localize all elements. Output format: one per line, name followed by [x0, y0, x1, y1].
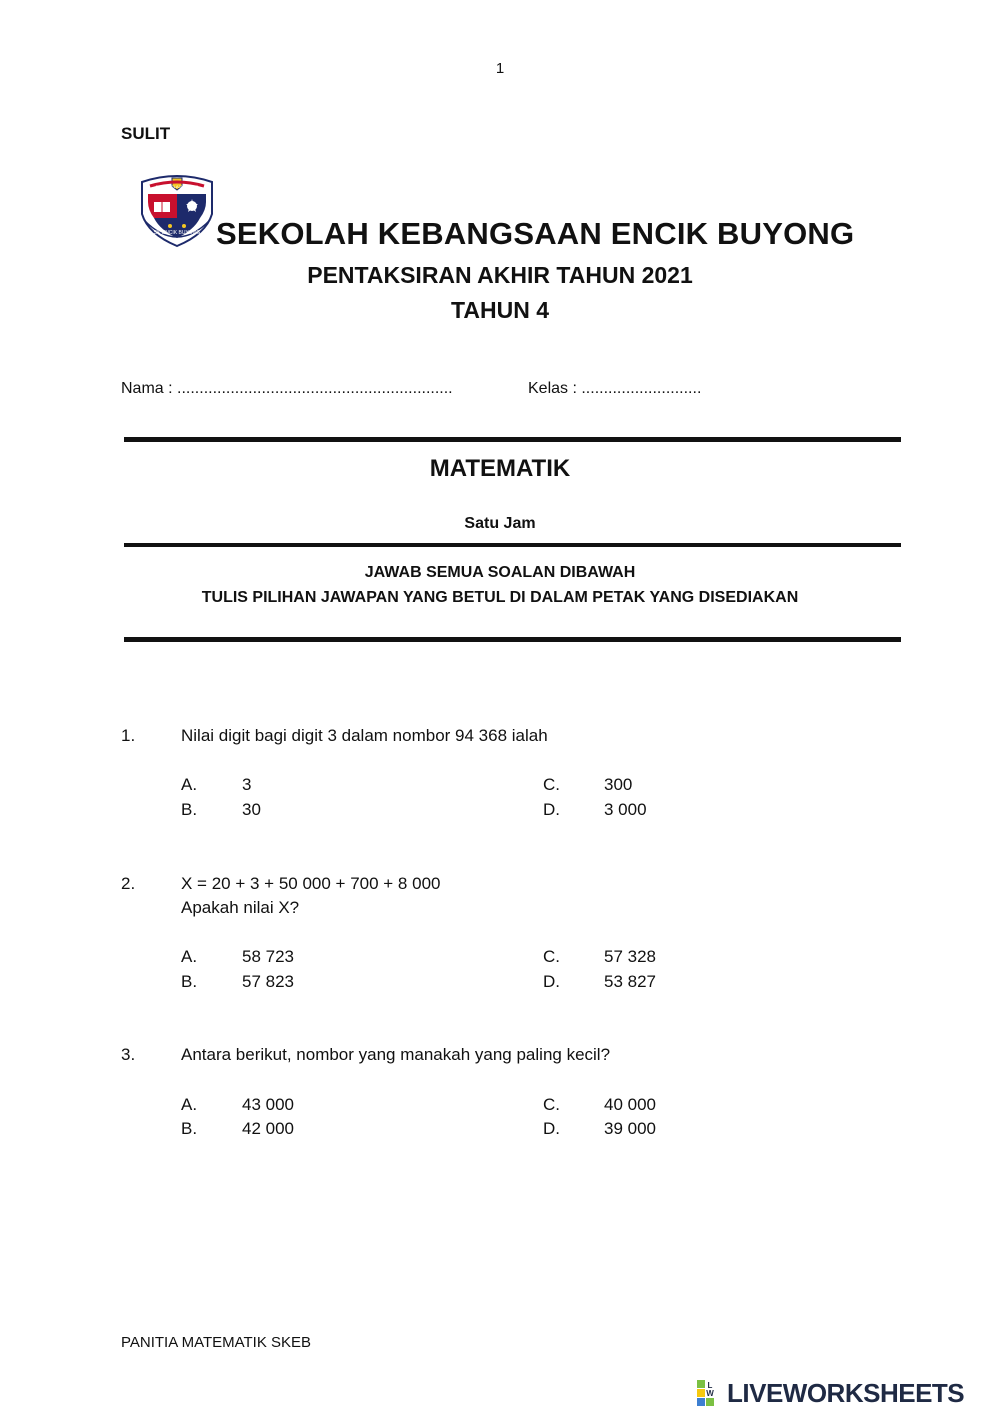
year-level: TAHUN 4 [451, 297, 549, 323]
option-letter: B. [181, 972, 198, 991]
crest-bottom-text: SK ENCIK BUYONG [153, 230, 201, 236]
option-letter: A. [181, 1095, 198, 1114]
option-letter: D. [543, 1119, 560, 1138]
divider-rule [124, 437, 901, 442]
student-name-field: Nama : .............................................................. [121, 380, 453, 397]
question-text: Nilai digit bagi digit 3 dalam nombor 94 368 ialah [181, 726, 548, 745]
option-value: 57 823 [242, 972, 294, 991]
divider-rule [124, 637, 901, 642]
option-value: 39 000 [604, 1119, 656, 1138]
option-letter: C. [543, 775, 560, 794]
option-letter: A. [181, 775, 198, 794]
question-number: 2. [121, 874, 136, 893]
option-value: 3 000 [604, 800, 647, 819]
question-text: Apakah nilai X? [181, 898, 300, 917]
option-value: 40 000 [604, 1095, 656, 1114]
crest-banner-text: BAKTI PELAJAR SURE [155, 184, 199, 189]
question-text: X = 20 + 3 + 50 000 + 700 + 8 000 [181, 874, 441, 893]
question-number: 1. [121, 726, 136, 745]
svg-text:W: W [706, 1389, 714, 1398]
option-letter: C. [543, 947, 560, 966]
option-letter: D. [543, 972, 560, 991]
footer-text: PANITIA MATEMATIK SKEB [121, 1334, 312, 1351]
classification-label: SULIT [121, 124, 171, 143]
page-number: 1 [495, 60, 505, 77]
option-value: 3 [242, 775, 252, 794]
option-letter: B. [181, 800, 198, 819]
option-value: 30 [242, 800, 261, 819]
instruction-line: TULIS PILIHAN JAWAPAN YANG BETUL DI DALAM PETAK YANG DISEDIAKAN [201, 589, 799, 606]
option-value: 42 000 [242, 1119, 294, 1138]
option-value: 57 328 [604, 947, 656, 966]
assessment-title: PENTAKSIRAN AKHIR TAHUN 2021 [307, 262, 693, 288]
student-class-field: Kelas : ........................... [528, 380, 702, 397]
instruction-line: JAWAB SEMUA SOALAN DIBAWAH [364, 564, 636, 581]
option-value: 300 [604, 775, 633, 794]
option-letter: D. [543, 800, 560, 819]
exam-duration: Satu Jam [464, 515, 536, 532]
question-text: Antara berikut, nombor yang manakah yang paling kecil? [181, 1045, 611, 1064]
liveworksheets-watermark [697, 1378, 997, 1408]
school-crest-logo [136, 168, 218, 250]
option-letter: B. [181, 1119, 198, 1138]
svg-text:L: L [707, 1381, 713, 1390]
divider-rule [124, 543, 901, 547]
option-value: 43 000 [242, 1095, 294, 1114]
liveworksheets-logo-icon [697, 1380, 725, 1408]
option-letter: A. [181, 947, 198, 966]
option-value: 58 723 [242, 947, 294, 966]
school-name: SEKOLAH KEBANGSAAN ENCIK BUYONG [216, 216, 855, 251]
liveworksheets-wordmark: LIVEWORKSHEETS [727, 1378, 965, 1408]
question-number: 3. [121, 1045, 136, 1064]
option-letter: C. [543, 1095, 560, 1114]
subject-title: MATEMATIK [429, 455, 571, 482]
option-value: 53 827 [604, 972, 656, 991]
